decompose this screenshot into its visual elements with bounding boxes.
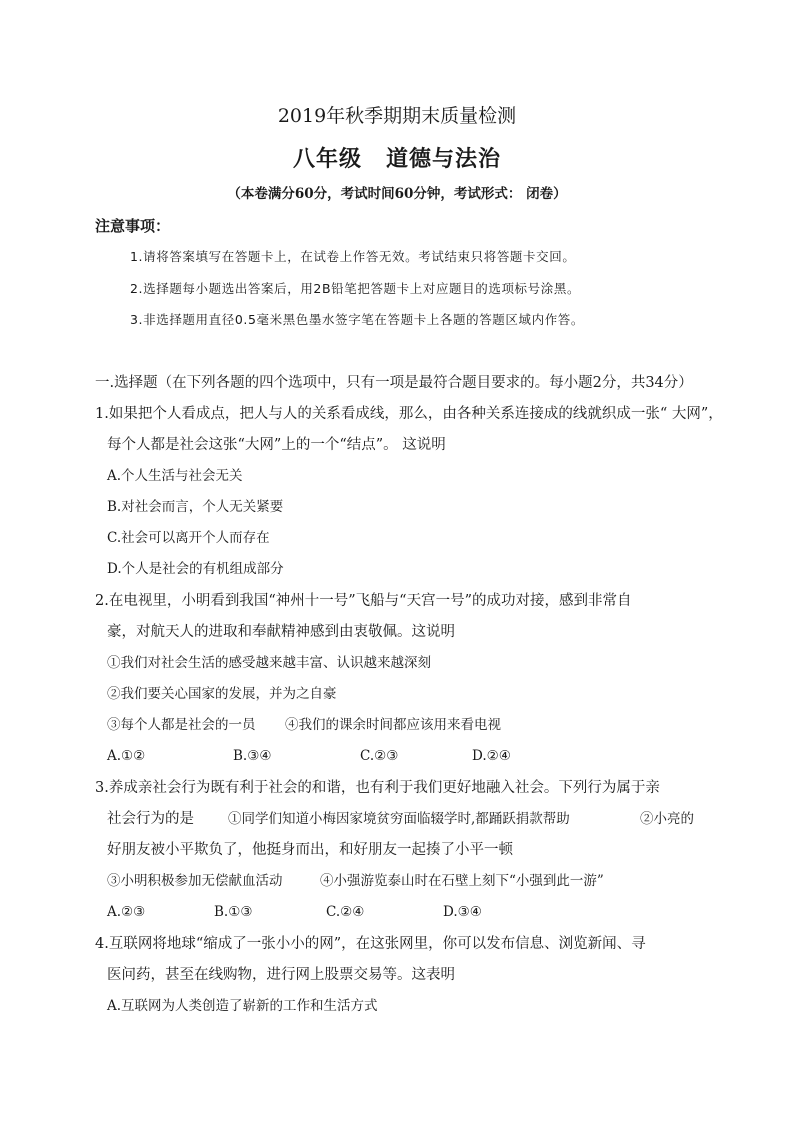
section-heading: 一.选择题（在下列各题的四个选项中，只有一项是最符合题目要求的。每小题2分，共34分）: [95, 375, 693, 391]
question-3-choice-a: A.②③: [107, 904, 146, 920]
question-1-option-c: C.社会可以离开个人而存在: [107, 530, 270, 546]
question-3-statement: ①同学们知道小梅因家境贫穷面临辍学时,都踊跃捐款帮助: [228, 811, 570, 827]
question-2-choice-a: A.①②: [107, 748, 146, 764]
question-3-stem: 好朋友被小平欺负了，他挺身而出，和好朋友一起揍了小平一顿: [107, 842, 513, 858]
question-2-choice-c: C.②③: [360, 748, 399, 764]
notice-item: 1.请将答案填写在答题卡上，在试卷上作答无效。考试结束只将答题卡交回。: [130, 249, 576, 264]
notice-item: 2.选择题每小题选出答案后，用2B铅笔把答题卡上对应题目的选项标号涂黑。: [130, 281, 581, 296]
question-4-stem: 4.互联网将地球“缩成了一张小小的网”，在这张网里，你可以发布信息、浏览新闻、寻: [95, 936, 646, 952]
question-4-option-a: A.互联网为人类创造了崭新的工作和生活方式: [107, 998, 378, 1014]
question-3-choice-c: C.②④: [326, 904, 365, 920]
question-2-statement: ②我们要关心国家的发展，并为之自豪: [107, 686, 337, 702]
question-3-stem: 3.养成亲社会行为既有利于社会的和谐，也有利于我们更好地融入社会。下列行为属于亲: [95, 780, 660, 796]
question-2-choice-d: D.②④: [472, 748, 511, 764]
notice-heading: 注意事项：: [95, 217, 171, 235]
question-2-stem: 豪，对航天人的进取和奉献精神感到由衷敬佩。这说明: [107, 624, 455, 640]
question-3-statement: ③小明积极参加无偿献血活动: [107, 873, 283, 889]
question-1-stem: 1.如果把个人看成点，把人与人的关系看成线，那么，由各种关系连接成的线就织成一张“ 大网”，: [95, 406, 723, 422]
question-1-option-a: A.个人生活与社会无关: [107, 468, 243, 484]
exam-info: （本卷满分60分，考试时间60分钟，考试形式： 闭卷）: [227, 186, 567, 202]
notice-item: 3.非选择题用直径0.5毫米黑色墨水签字笔在答题卡上各题的答题区域内作答。: [130, 312, 585, 327]
exam-title: 2019年秋季期期末质量检测: [277, 105, 517, 127]
question-2-statement: ③每个人都是社会的一员: [107, 717, 256, 733]
question-1-stem: 每个人都是社会这张“大网”上的一个“结点”。 这说明: [107, 437, 446, 453]
question-3-choice-d: D.③④: [443, 904, 482, 920]
question-1-option-d: D.个人是社会的有机组成部分: [107, 561, 284, 577]
question-3-stem: 社会行为的是: [107, 811, 194, 827]
question-3-statement: ②小亮的: [640, 811, 694, 827]
question-4-stem: 医问药，甚至在线购物，进行网上股票交易等。这表明: [107, 967, 455, 983]
question-2-stem: 2.在电视里，小明看到我国“神州十一号”飞船与“天宫一号”的成功对接，感到非常自: [95, 593, 632, 609]
question-3-choice-b: B.①③: [214, 904, 253, 920]
grade-subject: [0, 145, 794, 173]
question-3-statement: ④小强游览泰山时在石壁上刻下“小强到此一游”: [320, 873, 604, 889]
question-1-option-b: B.对社会而言，个人无关紧要: [107, 499, 284, 515]
subject-label: 道德与法治: [386, 146, 502, 172]
question-2-statement: ①我们对社会生活的感受越来越丰富、认识越来越深刻: [107, 655, 431, 671]
grade-label: 八年级: [292, 146, 362, 172]
question-2-statement: ④我们的课余时间都应该用来看电视: [285, 717, 501, 733]
question-2-choice-b: B.③④: [233, 748, 272, 764]
